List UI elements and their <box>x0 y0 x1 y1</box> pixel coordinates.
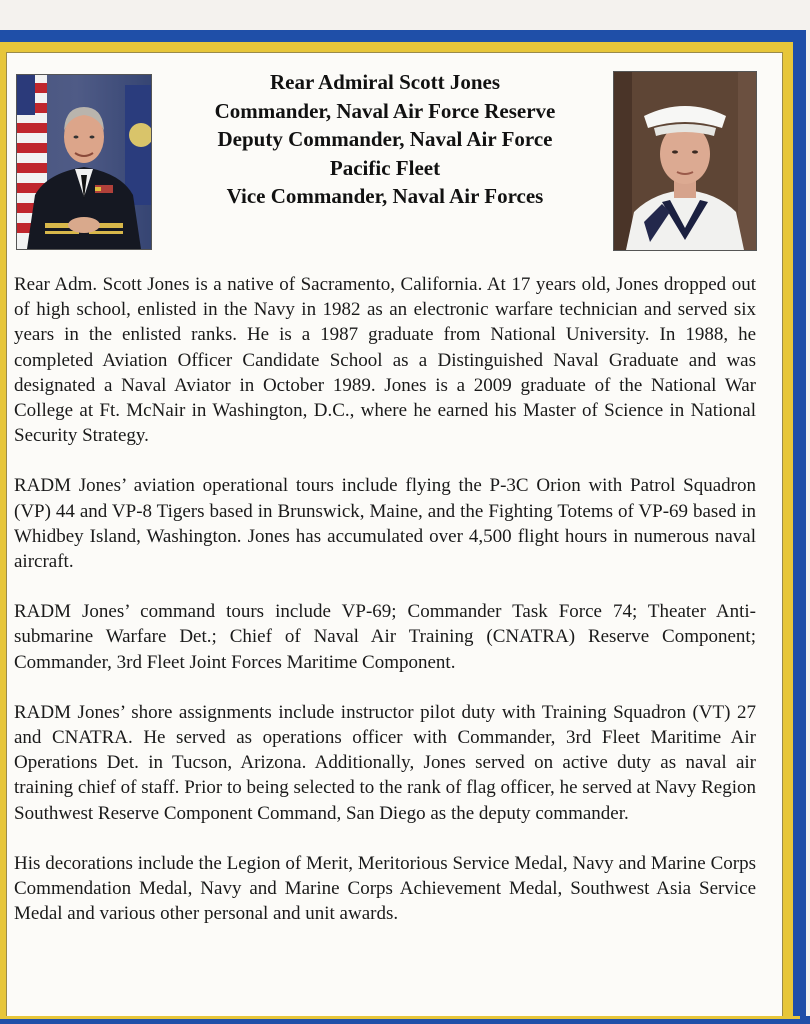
title-line-name: Rear Admiral Scott Jones <box>269 70 500 94</box>
young-sailor-photo <box>613 71 757 251</box>
title-line-role-4: Vice Commander, Naval Air Forces <box>226 184 544 208</box>
biography-body <box>14 272 756 951</box>
paragraph-background: Rear Adm. Scott Jones is a native of Sacramento, California. At 17 years old, Jones dropped out of high school, enlisted in the Navy in 1982 as an electronic warfare technician and served six years in the enlisted ranks. He is a 1987 graduate from National University. In 1988, he completed Aviation Officer Candidate School as a Distinguished Naval Graduate and was designated a Naval Aviator in October 1989. Jones is a 2009 graduate of the National War College at Ft. McNair in Washington, D.C., where he earned his Master of Science in National Security Strategy. <box>14 274 756 447</box>
bottom-gold-border <box>0 1016 800 1019</box>
young-sailor-image <box>614 72 756 250</box>
page-title <box>170 68 600 211</box>
title-line-role-2: Deputy Commander, Naval Air Force <box>217 127 553 151</box>
title-line-role-1: Commander, Naval Air Force Reserve <box>214 98 556 123</box>
paragraph-shore-assignments: RADM Jones’ shore assignments include instructor pilot duty with Training Squadron (VT) 27 and CNATRA. He served as operations officer with Commander, 3rd Fleet Maritime Air Operations Det. in Tucson, Arizona. Additionally, Jones served on active duty as naval air training chief of staff. Prior to being selected to the rank of flag officer, he served at Navy Region Southwest Reserve Component Command, San Diego as the deputy commander. <box>14 701 756 824</box>
title-line-role-3: Pacific Fleet <box>329 155 441 180</box>
admiral-portrait-image <box>17 75 151 249</box>
paragraph-command-tours: RADM Jones’ command tours include VP-69; Commander Task Force 74; Theater Anti-submarine Warfare Det.; Chief of Naval Air Training (CNATRA) Reserve Component; Commander, 3rd Fleet Joint Forces Maritime Component. <box>14 601 756 673</box>
paragraph-decorations: His decorations include the Legion of Merit, Meritorious Service Medal, Navy and Marine Corps Commendation Medal, Navy and Marine Corps Achievement Medal, Southwest Asia Service Medal and various other personal and unit awards. <box>14 852 756 925</box>
admiral-portrait-photo <box>16 74 152 250</box>
paragraph-aviation-tours: RADM Jones’ aviation operational tours include flying the P-3C Orion with Patrol Squadron (VP) 44 and VP-8 Tigers based in Brunswick, Maine, and the Fighting Totems of VP-69 based in Whidbey Island, Washington. Jones has accumulated over 4,500 flight hours in numerous naval aircraft. <box>14 475 756 573</box>
